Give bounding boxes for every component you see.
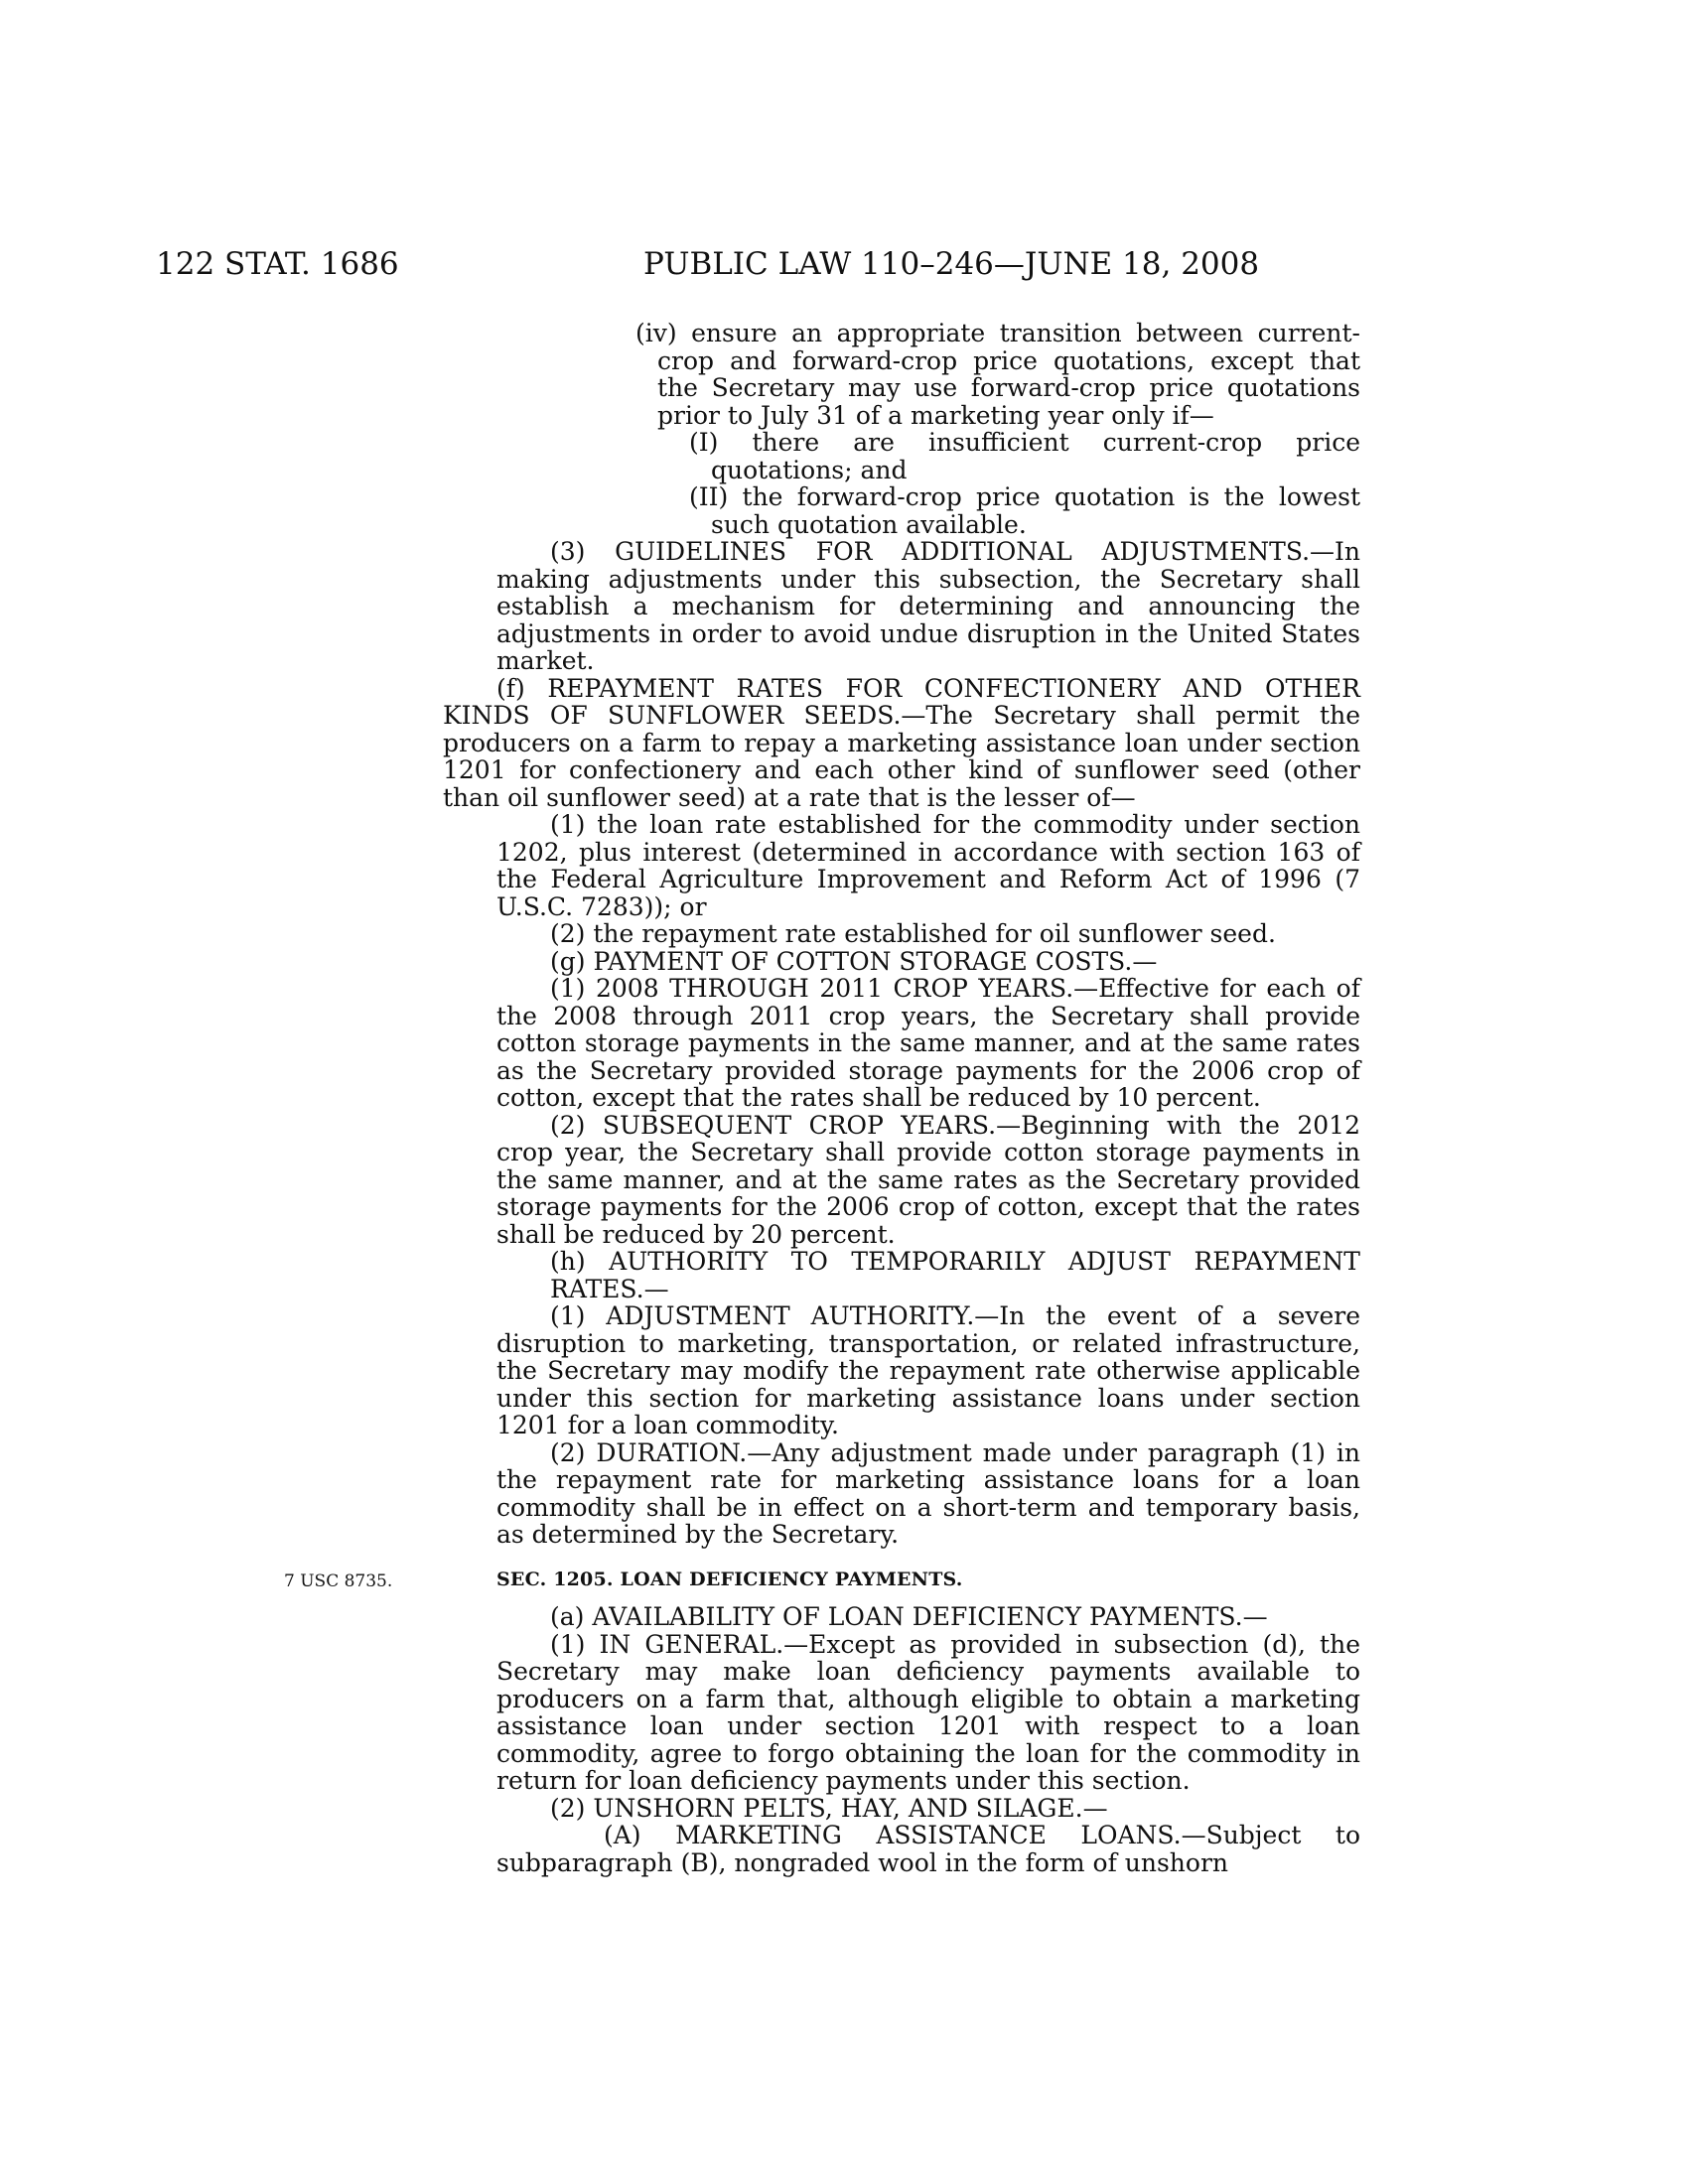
usc-margin-note: 7 USC 8735.	[284, 1571, 393, 1591]
subclause-I: (I) there are insufficient current-crop price quotations; and	[689, 428, 1360, 484]
paragraph-3-guidelines: (3) GUIDELINES FOR ADDITIONAL ADJUSTMENTS.—In making adjustments under this subsection, the Secretary shall establish a mechanism for determining and announcing the adjustments in order to avoid undue disruption in the United States market.	[496, 537, 1360, 675]
subsection-a-heading: (a) AVAILABILITY OF LOAN DEFICIENCY PAYMENTS.—	[550, 1602, 1268, 1631]
subparagraph-A: (A) MARKETING ASSISTANCE LOANS.—Subject to subparagraph (B), nongraded wool in the form of unshorn	[496, 1821, 1360, 1877]
document-body	[443, 319, 1360, 1877]
subsection-g-heading: (g) PAYMENT OF COTTON STORAGE COSTS.—	[550, 946, 1158, 976]
subsection-f: (f) REPAYMENT RATES FOR CONFECTIONERY AND OTHER KINDS OF SUNFLOWER SEEDS.—The Secretary shall permit the producers on a farm to repay a marketing assistance loan under section 1201 for confectionery and each other kind of sunflower seed (other than oil sunflower seed) at a rate that is the lesser of—	[443, 673, 1360, 812]
page-stat-number: 122 STAT. 1686	[156, 246, 399, 282]
clause-iv: (iv) ensure an appropriate transition between current-crop and forward-crop price quotations, except that the Secretary may use forward-crop price quotations prior to July 31 of a marketing year only if—	[635, 319, 1360, 430]
subsection-h-heading: (h) AUTHORITY TO TEMPORARILY ADJUST REPAYMENT RATES.—	[550, 1247, 1360, 1303]
public-law-header: PUBLIC LAW 110–246—JUNE 18, 2008	[643, 246, 1260, 282]
subsection-h-paragraph-1: (1) ADJUSTMENT AUTHORITY.—In the event of a severe disruption to marketing, transportation, or related infrastructure, the Secretary may modify the repayment rate otherwise applicable under this section for marketing assistance loans under section 1201 for a loan commodity.	[496, 1301, 1360, 1439]
section-1205-heading: SEC. 1205. LOAN DEFICIENCY PAYMENTS.	[496, 1568, 963, 1590]
subclause-II: (II) the forward-crop price quotation is the lowest such quotation available.	[689, 482, 1360, 539]
subsection-h-paragraph-2: (2) DURATION.—Any adjustment made under paragraph (1) in the repayment rate for marketing assistance loans for a loan commodity shall be in effect on a short-term and temporary basis, as determined by the Secretary.	[496, 1437, 1360, 1549]
subsection-f-paragraph-2: (2) the repayment rate established for oil sunflower seed.	[550, 919, 1276, 948]
subsection-g-paragraph-1: (1) 2008 THROUGH 2011 CROP YEARS.—Effective for each of the 2008 through 2011 crop years, the Secretary shall provide cotton storage payments in the same manner, and at the same rates as the Secretary provided storage payments for the 2006 crop of cotton, except that the rates shall be reduced by 10 percent.	[496, 974, 1360, 1112]
subsection-f-paragraph-1: (1) the loan rate established for the commodity under section 1202, plus interest (determined in accordance with section 163 of the Federal Agriculture Improvement and Reform Act of 1996 (7 U.S.C. 7283)); or	[496, 810, 1360, 921]
subsection-a-paragraph-2-heading: (2) UNSHORN PELTS, HAY, AND SILAGE.—	[550, 1793, 1108, 1823]
subsection-g-paragraph-2: (2) SUBSEQUENT CROP YEARS.—Beginning with the 2012 crop year, the Secretary shall provide cotton storage payments in the same manner, and at the same rates as the Secretary provided storage payments for the 2006 crop of cotton, except that the rates shall be reduced by 20 percent.	[496, 1110, 1360, 1249]
subsection-a-paragraph-1: (1) IN GENERAL.—Except as provided in subsection (d), the Secretary may make loan deficiency payments available to producers on a farm that, although eligible to obtain a marketing assistance loan under section 1201 with respect to a loan commodity, agree to forgo obtaining the loan for the commodity in return for loan deficiency payments under this section.	[496, 1629, 1360, 1795]
